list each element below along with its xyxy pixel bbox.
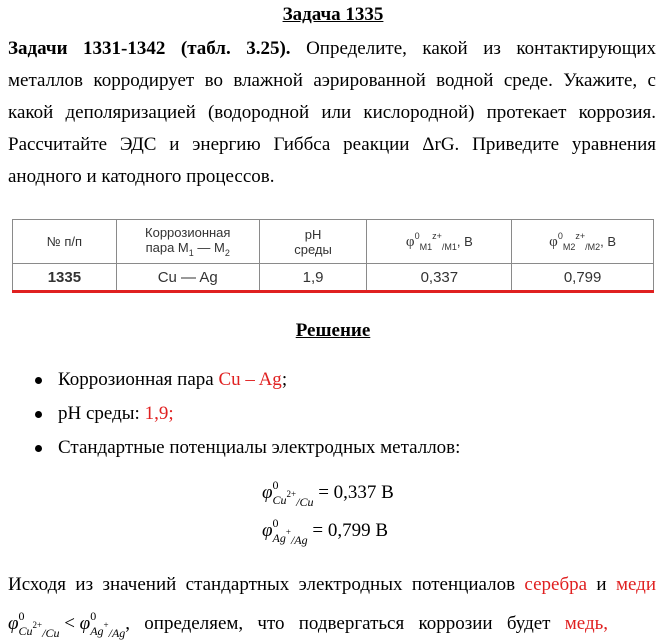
list-item: Коррозионная пара Cu – Ag;: [58, 363, 658, 397]
problem-text: Определите, какой из контактирующих металлов корродирует во влажной аэрированной водной среде. Укажите, с какой деполяризацией (водородной или кислородной) протекает коррозия. Рассчитайте ЭДС и энергию Гиббса реакции ΔrG. Приведите уравнения анодного и катодного процессов.: [8, 38, 656, 187]
problem-reference: Задачи 1331-1342 (табл. 3.25).: [8, 38, 291, 59]
header-num: № п/п: [13, 220, 117, 264]
highlight-silver: серебра: [524, 574, 588, 595]
highlight-copper: меди: [615, 574, 656, 595]
list-item: pH среды: 1,9;: [58, 397, 658, 431]
conclusion-paragraph-line2: $\varphi^0_{Cu}2+_{/Cu} < \varphi^0_{Ag}+_{/Ag}$, определяем, что подвергаться коррозии будет медь,: [8, 609, 609, 640]
highlight-pair: Cu – Ag: [218, 369, 282, 390]
bullet-list: [0, 363, 658, 465]
header-ph: pH среды: [259, 220, 367, 264]
table-header-row: [13, 220, 654, 264]
data-table: [12, 219, 654, 291]
problem-statement: [8, 33, 656, 193]
conclusion-paragraph: Исходя из значений стандартных электродных потенциалов серебра и меди: [8, 574, 656, 595]
table-highlight-line: [12, 290, 654, 293]
formula-ag-potential: $\varphi^0_{Ag}+_{/Ag} = 0,799$ В: [262, 516, 388, 547]
highlight-ph: 1,9;: [144, 403, 174, 424]
problem-title: Задача 1335: [282, 4, 384, 25]
cell-ph: 1,9: [259, 264, 367, 291]
header-phi1: $\varphi^0_{M1}^{z+}_{/M1}$, В: [367, 220, 512, 264]
header-phi2: $\varphi^0_{M2}^{z+}_{/M2}$, В: [512, 220, 654, 264]
table-row: [13, 264, 654, 291]
cell-phi2: 0,799: [512, 264, 654, 291]
cell-num: 1335: [13, 264, 117, 291]
highlight-copper-corrodes: медь,: [564, 613, 609, 634]
cell-pair: Cu — Ag: [116, 264, 259, 291]
list-item: Стандартные потенциалы электродных металлов:: [58, 431, 658, 465]
solution-heading: Решение: [295, 320, 371, 341]
cell-phi1: 0,337: [367, 264, 512, 291]
formula-cu-potential: $\varphi^0_{Cu}2+_{/Cu} = 0,337$ В: [262, 478, 394, 509]
header-pair: Коррозионная пара $M_1$ — $M_2$: [116, 220, 259, 264]
